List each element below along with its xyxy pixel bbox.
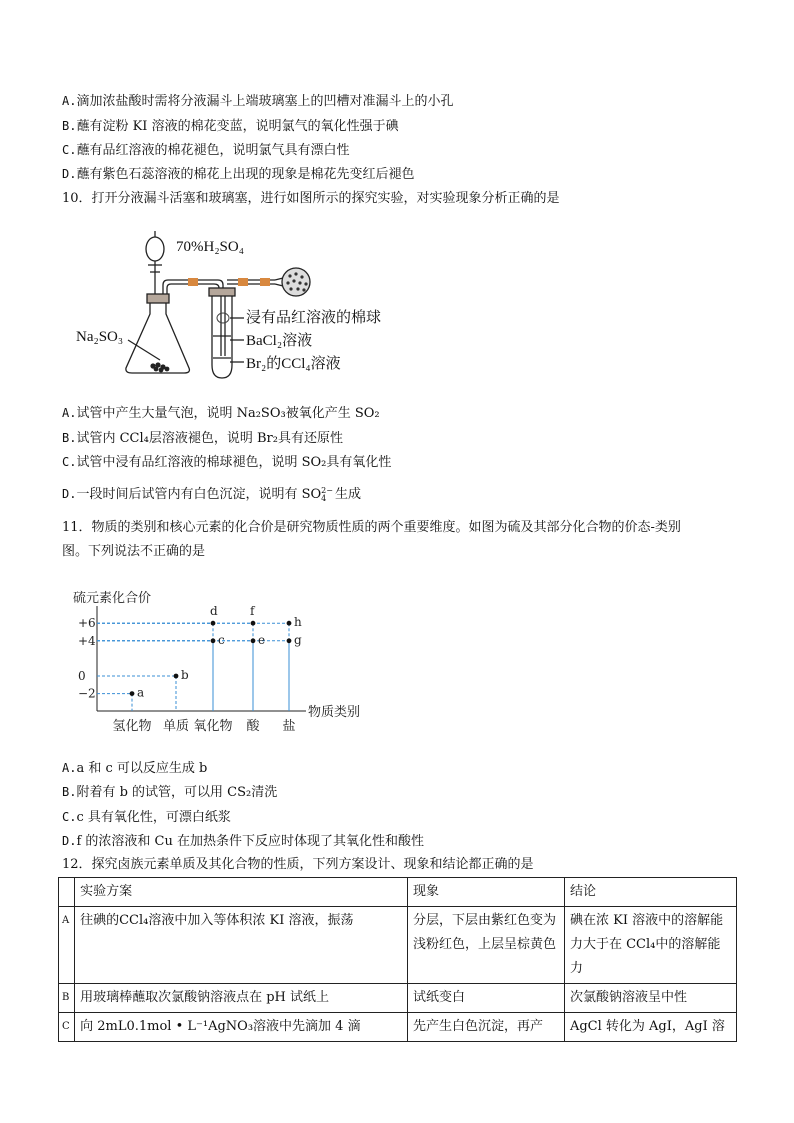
point-d	[211, 621, 216, 626]
conclusion-cell: 碘在浓 KI 溶液中的溶解能力大于在 CCl₄中的溶解能力	[564, 907, 736, 984]
q11-option-d: D.f 的浓溶液和 Cu 在加热条件下反应时体现了其氧化性和酸性	[62, 834, 424, 849]
point-label-b: b	[181, 668, 189, 682]
point-label-f: f	[250, 604, 255, 619]
header-cell: 实验方案	[75, 878, 408, 907]
q10-stem: 10．打开分液漏斗活塞和玻璃塞，进行如图所示的探究实验，对实验现象分析正确的是	[62, 191, 560, 206]
y-tick-label: +4	[78, 633, 96, 648]
point-label-h: h	[294, 615, 302, 630]
point-f	[251, 621, 256, 626]
plan-cell: 往碘的CCl₄溶液中加入等体积浓 KI 溶液，振荡	[75, 907, 408, 984]
phenomenon-cell: 试纸变白	[408, 984, 565, 1013]
q10-option-c: C.试管中浸有品红溶液的棉球褪色，说明 SO₂具有氧化性	[62, 455, 392, 470]
table-row	[59, 907, 737, 984]
x-category-label: 氧化物	[193, 719, 233, 734]
chart-ylabel: 硫元素化合价	[73, 591, 152, 606]
q9-option-c: C.蘸有品红溶液的棉花褪色，说明氯气具有漂白性	[62, 143, 350, 158]
point-b	[174, 674, 179, 679]
q11-stem-line2: 图。下列说法不正确的是	[62, 544, 206, 559]
point-e	[251, 638, 256, 643]
experiment-table	[58, 877, 737, 1042]
table-row	[59, 1013, 737, 1042]
q11-option-c: C.c 具有氧化性，可漂白纸浆	[62, 810, 231, 825]
row-id: B	[59, 984, 75, 1013]
q11-option-a: A.a 和 c 可以反应生成 b	[62, 761, 208, 776]
plan-cell: 向 2mL0.1mol • L⁻¹AgNO₃溶液中先滴加 4 滴	[75, 1013, 408, 1042]
point-c	[211, 638, 216, 643]
point-label-d: d	[210, 604, 218, 619]
y-tick-label: −2	[78, 686, 96, 701]
header-cell: 现象	[408, 878, 565, 907]
table-row	[59, 984, 737, 1013]
header-cell: 结论	[564, 878, 736, 907]
header-cell	[59, 878, 75, 907]
point-a	[130, 691, 135, 696]
q9-option-a: A.滴加浓盐酸时需将分液漏斗上端玻璃塞上的凹槽对准漏斗上的小孔	[62, 94, 454, 109]
point-label-a: a	[137, 685, 145, 700]
conclusion-cell: 次氯酸钠溶液呈中性	[564, 984, 736, 1013]
row-id: C	[59, 1013, 75, 1042]
y-tick-label: 0	[78, 669, 86, 683]
point-g	[287, 638, 292, 643]
q11-option-b: B.附着有 b 的试管，可以用 CS₂清洗	[62, 785, 278, 800]
plan-cell: 用玻璃棒蘸取次氯酸钠溶液点在 pH 试纸上	[75, 984, 408, 1013]
chart-xlabel: 物质类别	[308, 705, 361, 720]
apparatus-figure	[70, 228, 430, 382]
phenomenon-cell: 先产生白色沉淀，再产	[408, 1013, 565, 1042]
q11-stem-line1: 11．物质的类别和核心元素的化合价是研究物质性质的两个重要维度。如图为硫及其部分化合物的价态-类别	[62, 520, 681, 535]
row-id: A	[59, 907, 75, 984]
q12-stem: 12．探究卤族元素单质及其化合物的性质，下列方案设计、现象和结论都正确的是	[62, 857, 534, 872]
cotton-label: 浸有品红溶液的棉球	[246, 310, 382, 326]
point-label-c: c	[218, 632, 225, 647]
point-h	[287, 621, 292, 626]
chart-svg	[70, 588, 390, 736]
table-header-row	[59, 878, 737, 907]
q9-option-d: D.蘸有紫色石蕊溶液的棉花上出现的现象是棉花先变红后褪色	[62, 167, 415, 182]
phenomenon-cell: 分层，下层由紫红色变为浅粉红色，上层呈棕黄色	[408, 907, 565, 984]
x-category-label: 酸	[246, 719, 260, 734]
valence-class-chart	[70, 588, 390, 736]
sulfate-charge: 2− 4	[321, 485, 333, 503]
point-label-e: e	[258, 632, 266, 647]
y-tick-label: +6	[78, 616, 96, 631]
bacl2-label: BaCl₂溶液	[246, 333, 313, 349]
point-label-g: g	[294, 632, 302, 647]
q9-option-b: B.蘸有淀粉 KI 溶液的棉花变蓝，说明氯气的氧化性强于碘	[62, 119, 399, 134]
x-category-label: 单质	[162, 719, 190, 734]
br2-label: Br₂的CCl₄溶液	[246, 356, 341, 372]
salt-label: Na₂SO₃	[76, 329, 124, 345]
x-category-label: 盐	[282, 719, 296, 734]
q10-option-b: B.试管内 CCl₄层溶液褪色，说明 Br₂具有还原性	[62, 431, 343, 446]
q10-option-d: D.一段时间后试管内有白色沉淀，说明有 SO2− 4 生成	[62, 485, 361, 503]
x-category-label: 氢化物	[112, 719, 152, 734]
q10-option-a: A.试管中产生大量气泡，说明 Na₂SO₃被氧化产生 SO₂	[62, 406, 380, 421]
conclusion-cell: AgCl 转化为 AgI，AgI 溶	[564, 1013, 736, 1042]
acid-label: 70%H₂SO₄	[176, 239, 244, 255]
